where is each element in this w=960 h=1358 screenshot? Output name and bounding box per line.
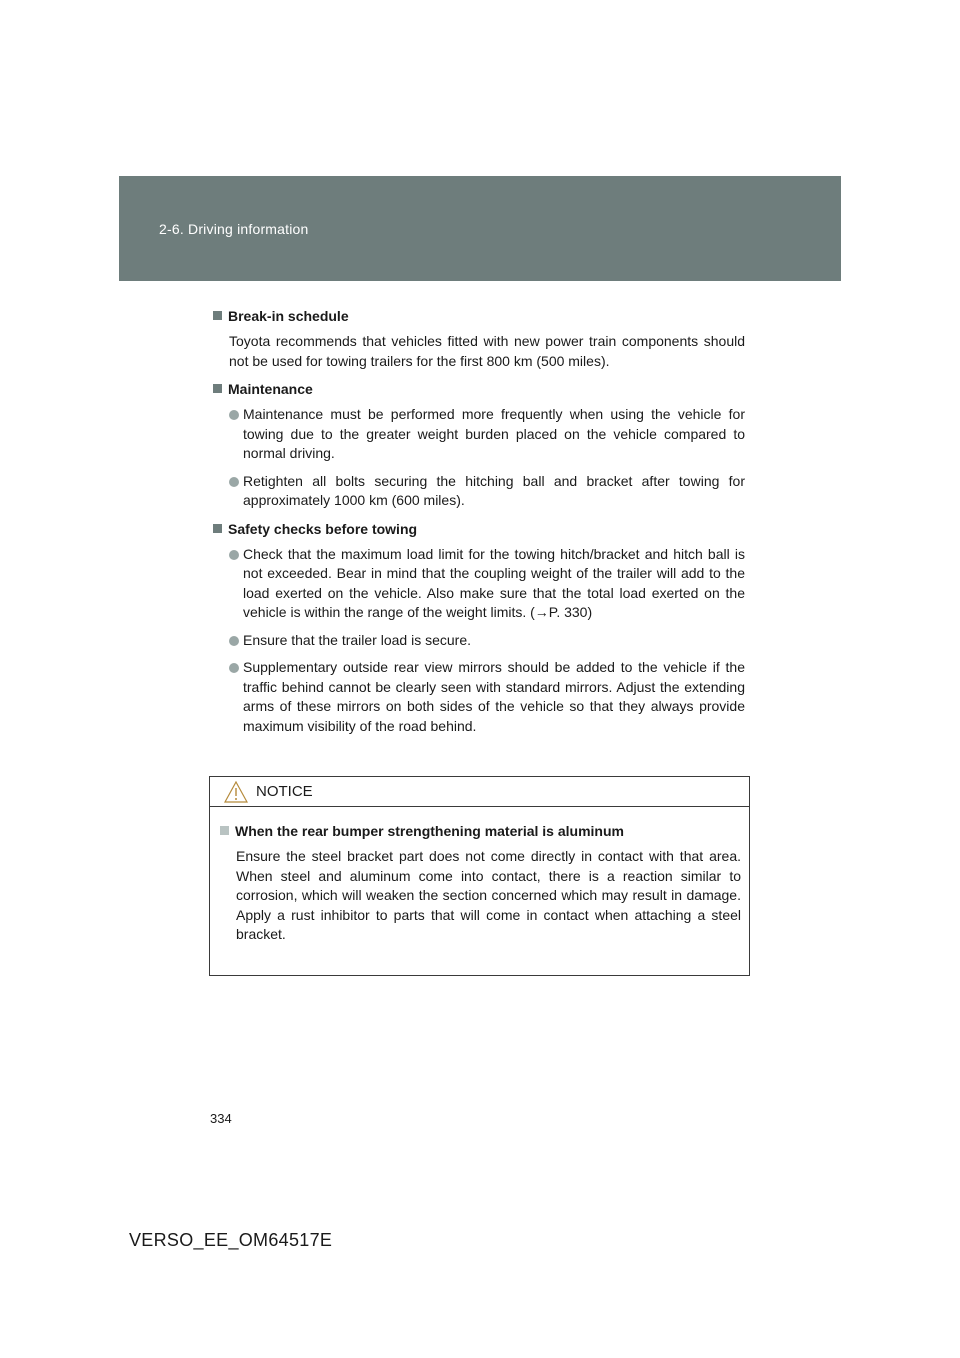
notice-header	[210, 777, 749, 807]
section-title: 2-6. Driving information	[159, 221, 309, 237]
section-safety-checks	[213, 519, 745, 737]
square-bullet-icon	[213, 384, 222, 393]
list-item: Check that the maximum load limit for the towing hitch/bracket and hitch ball is not exceeded. Bear in mind that the coupling weight of the trailer will add to the load exerted on the vehicle. Also make sure that the total load exerted on the vehicle is within the range of the weight limits. (→P. 330)	[229, 545, 745, 623]
notice-label: NOTICE	[256, 783, 313, 800]
square-bullet-icon	[213, 311, 222, 320]
circle-bullet-icon	[229, 550, 239, 560]
square-bullet-icon	[220, 826, 229, 835]
circle-bullet-icon	[229, 636, 239, 646]
list-item: Ensure that the trailer load is secure.	[229, 631, 745, 651]
list-item: Retighten all bolts securing the hitching ball and bracket after towing for approximately 1000 km (600 miles).	[229, 472, 745, 511]
document-code: VERSO_EE_OM64517E	[129, 1230, 333, 1250]
circle-bullet-icon	[229, 410, 239, 420]
list-item: Supplementary outside rear view mirrors should be added to the vehicle if the traffic behind cannot be clearly seen with standard mirrors. Adjust the extending arms of these mirrors on both sides of the vehicle so that they always provide maximum visibility of the road behind.	[229, 658, 745, 736]
section-paragraph: Toyota recommends that vehicles fitted with new power train components should not be used for towing trailers for the first 800 km (500 miles).	[229, 333, 745, 369]
notice-paragraph: Ensure the steel bracket part does not come directly in contact with that area. When steel and aluminum come into contact, there is a reaction similar to corrosion, which will weaken the section concerned which may result in damage. Apply a rust inhibitor to parts that will come in contact when attaching a steel bracket.	[236, 848, 741, 942]
section-heading: Safety checks before towing	[213, 519, 745, 539]
square-bullet-icon	[213, 524, 222, 533]
page-number: 334	[210, 1111, 232, 1126]
list-item: Maintenance must be performed more frequently when using the vehicle for towing due to the greater weight burden placed on the vehicle compared to normal driving.	[229, 405, 745, 464]
section-break-in	[213, 306, 745, 371]
header-band	[119, 176, 841, 281]
section-maintenance	[213, 379, 745, 511]
page-content	[213, 306, 745, 744]
section-heading: Maintenance	[213, 379, 745, 399]
warning-triangle-icon	[224, 781, 248, 803]
section-heading: Break-in schedule	[213, 306, 745, 326]
circle-bullet-icon	[229, 477, 239, 487]
circle-bullet-icon	[229, 663, 239, 673]
notice-heading: When the rear bumper strengthening material is aluminum	[220, 821, 741, 841]
notice-box	[209, 776, 750, 976]
notice-body	[210, 807, 749, 945]
